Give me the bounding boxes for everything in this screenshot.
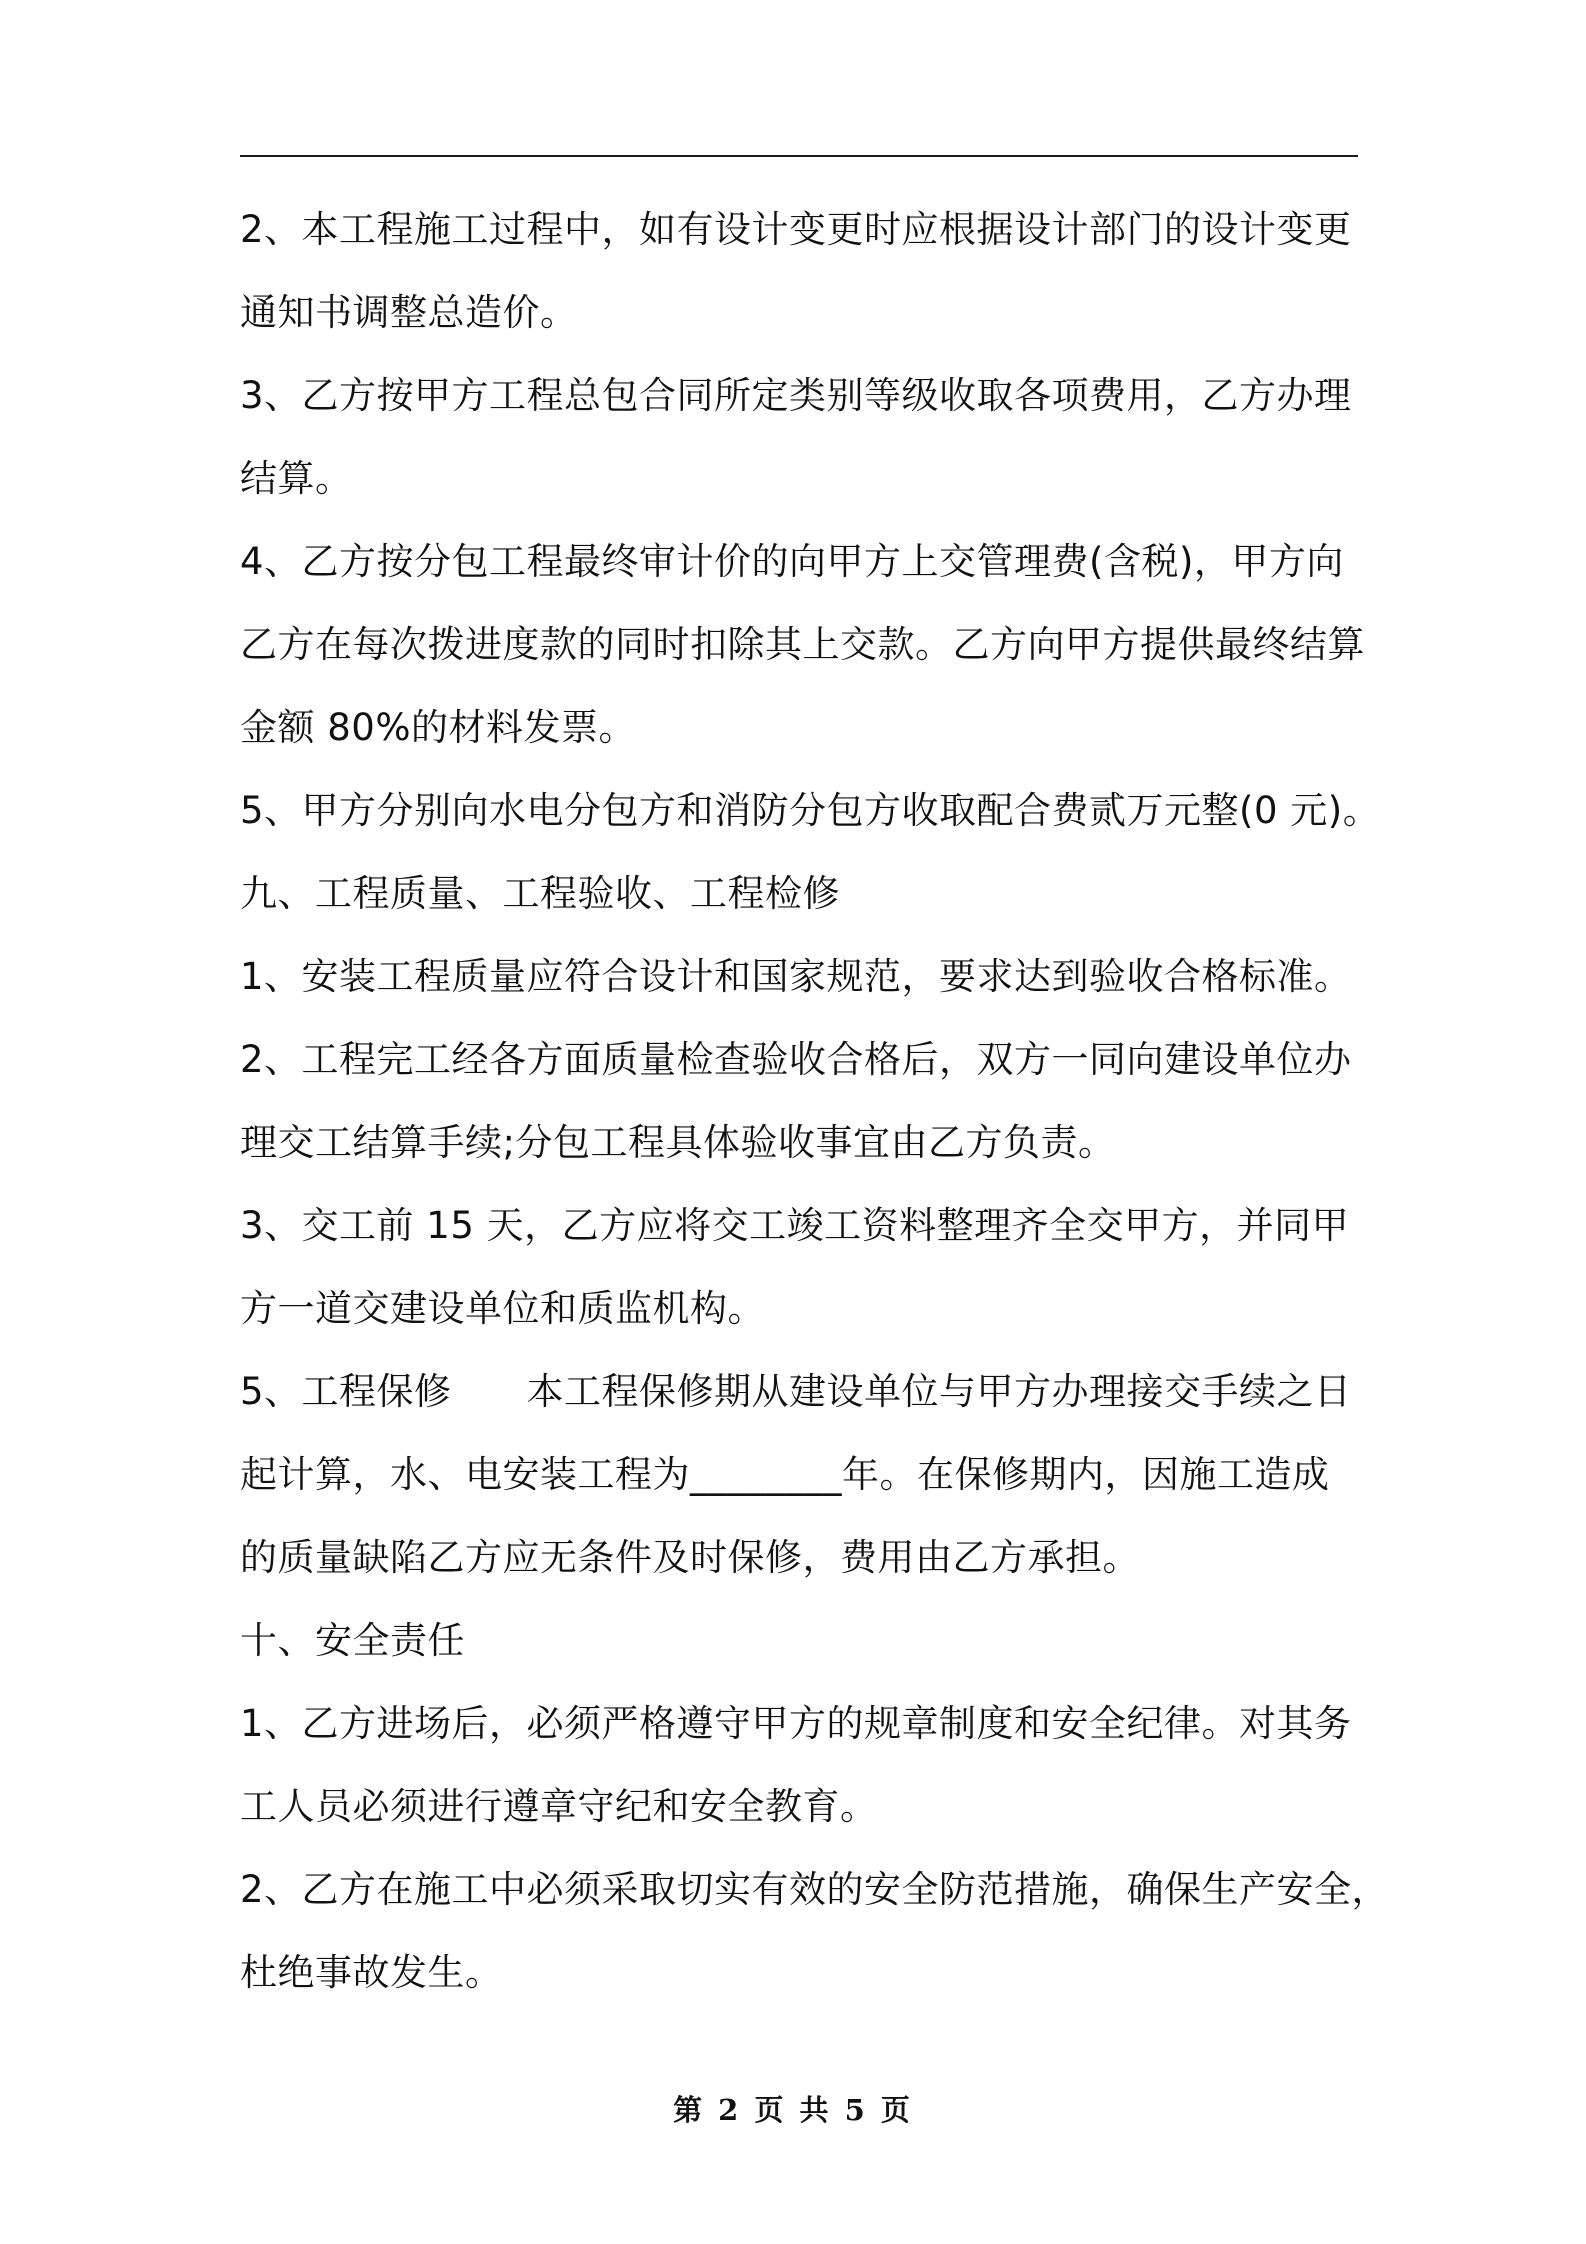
document-body <box>240 188 1390 2014</box>
paragraph-line: 杜绝事故发生。 <box>240 1951 503 1994</box>
page-number: 第 2 页 共 5 页 <box>673 2093 913 2127</box>
paragraph-line: 通知书调整总造价。 <box>240 291 578 334</box>
section-heading: 九、工程质量、工程验收、工程检修 <box>240 872 840 915</box>
paragraph-line: 4、乙方按分包工程最终审计价的向甲方上交管理费(含税)，甲方向 <box>240 540 1344 583</box>
paragraph-line: 结算。 <box>240 457 353 500</box>
paragraph-line: 工人员必须进行遵章守纪和安全教育。 <box>240 1785 878 1828</box>
header-divider <box>240 155 1358 157</box>
paragraph-line: 5、甲方分别向水电分包方和消防分包方收取配合费贰万元整(0 元)。 <box>240 789 1381 832</box>
paragraph-line: 理交工结算手续;分包工程具体验收事宜由乙方负责。 <box>240 1121 1116 1164</box>
paragraph-line: 方一道交建设单位和质监机构。 <box>240 1287 765 1330</box>
paragraph-line: 金额 80%的材料发票。 <box>240 706 636 749</box>
paragraph-line: 2、乙方在施工中必须采取切实有效的安全防范措施，确保生产安全， <box>240 1868 1390 1911</box>
paragraph-line: 乙方在每次拨进度款的同时扣除其上交款。乙方向甲方提供最终结算 <box>240 623 1365 666</box>
paragraph-line: 3、乙方按甲方工程总包合同所定类别等级收取各项费用，乙方办理 <box>240 374 1352 417</box>
paragraph-line: 5、工程保修 本工程保修期从建设单位与甲方办理接交手续之日 <box>240 1370 1352 1413</box>
paragraph-line: 1、乙方进场后，必须严格遵守甲方的规章制度和安全纪律。对其务 <box>240 1702 1352 1745</box>
paragraph-line: 3、交工前 15 天，乙方应将交工竣工资料整理齐全交甲方，并同甲 <box>240 1204 1350 1247</box>
paragraph-line: 起计算，水、电安装工程为________年。在保修期内，因施工造成 <box>240 1453 1330 1496</box>
paragraph-line: 1、安装工程质量应符合设计和国家规范，要求达到验收合格标准。 <box>240 955 1352 998</box>
paragraph-line: 2、本工程施工过程中，如有设计变更时应根据设计部门的设计变更 <box>240 208 1352 251</box>
paragraph-line: 2、工程完工经各方面质量检查验收合格后，双方一同向建设单位办 <box>240 1038 1352 1081</box>
paragraph-line: 的质量缺陷乙方应无条件及时保修，费用由乙方承担。 <box>240 1536 1140 1579</box>
section-heading: 十、安全责任 <box>240 1619 465 1662</box>
